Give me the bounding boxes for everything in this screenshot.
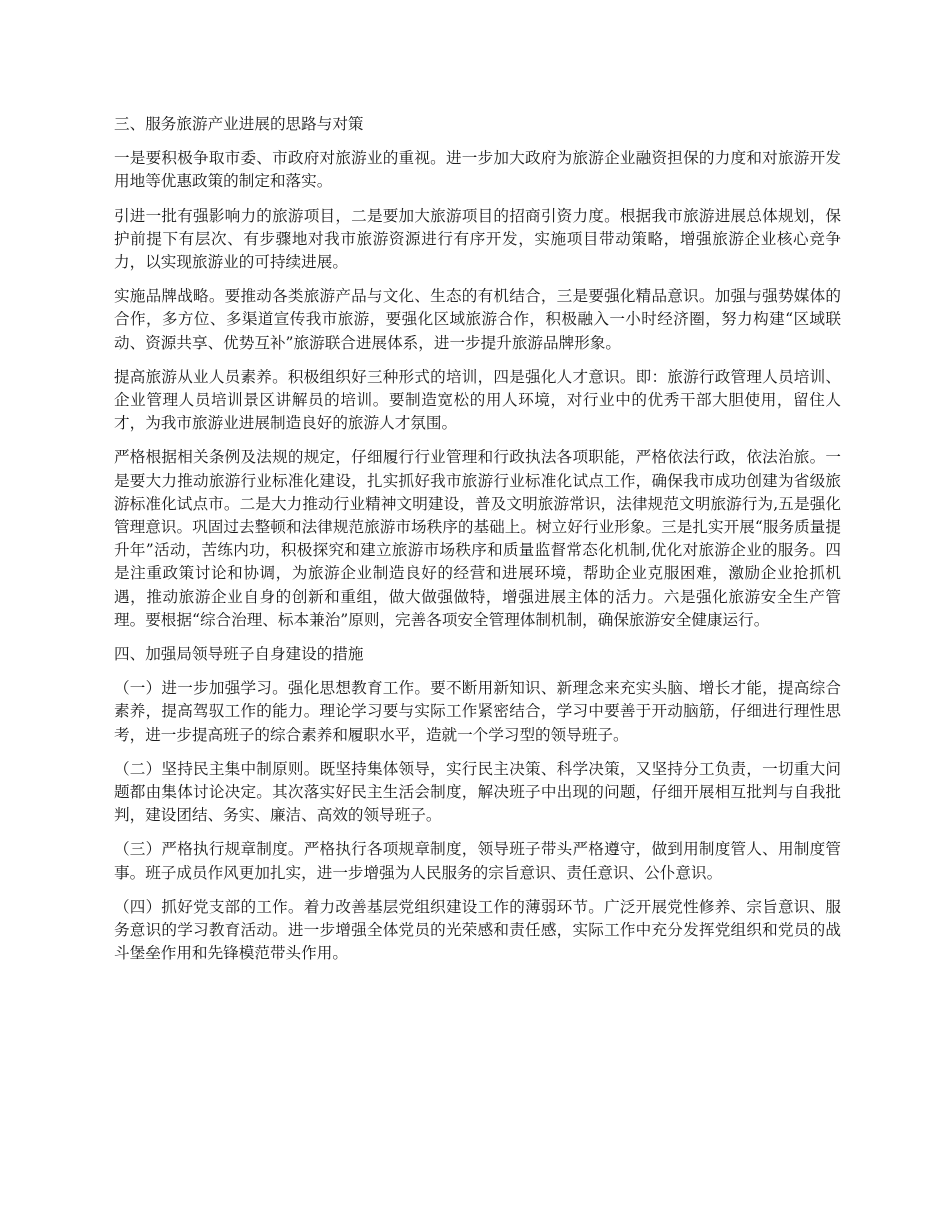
paragraph-3-3: 实施品牌战略。要推动各类旅游产品与文化、生态的有机结合，三是要强化精品意识。加强与强势媒体的合作，多方位、多渠道宣传我市旅游，要强化区域旅游合作，积极融入一小时经济圈，努力构建“区域联动、资源共享、优势互补”旅游联合进展体系，进一步提升旅游品牌形象。: [114, 287, 841, 352]
document-page: [114, 113, 841, 977]
paragraph-4-1: （一）进一步加强学习。强化思想教育工作。要不断用新知识、新理念来充实头脑、增长才能，提高综合素养，提高驾驭工作的能力。理论学习要与实际工作紧密结合，学习中要善于开动脑筋，仔细进行理性思考，进一步提高班子的综合素养和履职水平，造就一个学习型的领导班子。: [114, 679, 841, 744]
paragraph-4-3: （三）严格执行规章制度。严格执行各项规章制度，领导班子带头严格遵守，做到用制度管人、用制度管事。班子成员作风更加扎实，进一步增强为人民服务的宗旨意识、责任意识、公仆意识。: [114, 840, 841, 882]
paragraph-3-1: 一是要积极争取市委、市政府对旅游业的重视。进一步加大政府为旅游企业融资担保的力度和对旅游开发用地等优惠政策的制定和落实。: [114, 149, 841, 191]
paragraph-3-5: 严格根据相关条例及法规的规定，仔细履行行业管理和行政执法各项职能，严格依法行政，依法治旅。一是要大力推动旅游行业标准化建设，扎实抓好我市旅游行业标准化试点工作，确保我市成功创建为省级旅游标准化试点市。二是大力推动行业精神文明建设，普及文明旅游常识，法律规范文明旅游行为,五是强化管理意识。巩固过去整顿和法律规范旅游市场秩序的基础上。树立好行业形象。三是扎实开展“服务质量提升年”活动，苦练内功，积极探究和建立旅游市场秩序和质量监督常态化机制,优化对旅游企业的服务。四是注重政策讨论和协调，为旅游企业制造良好的经营和进展环境，帮助企业克服困难，激励企业抢抓机遇，推动旅游企业自身的创新和重组，做大做强做特，增强进展主体的活力。六是强化旅游安全生产管理。要根据“综合治理、标本兼治”原则，完善各项安全管理体制机制，确保旅游安全健康运行。: [114, 448, 841, 629]
paragraph-3-4: 提高旅游从业人员素养。积极组织好三种形式的培训，四是强化人才意识。即：旅游行政管理人员培训、企业管理人员培训景区讲解员的培训。要制造宽松的用人环境，对行业中的优秀干部大胆使用，留住人才，为我市旅游业进展制造良好的旅游人才氛围。: [114, 367, 841, 433]
paragraph-4-2: （二）坚持民主集中制原则。既坚持集体领导，实行民主决策、科学决策，又坚持分工负责，一切重大问题都由集体讨论决定。其次落实好民主生活会制度，解决班子中出现的问题，仔细开展相互批判与自我批判，建设团结、务实、廉洁、高效的领导班子。: [114, 759, 841, 825]
section-heading-3: 三、服务旅游产业进展的思路与对策: [114, 115, 364, 133]
paragraph-3-2: 引进一批有强影响力的旅游项目，二是要加大旅游项目的招商引资力度。根据我市旅游进展总体规划，保护前提下有层次、有步骤地对我市旅游资源进行有序开发，实施项目带动策略，增强旅游企业核心竞争力，以实现旅游业的可持续进展。: [114, 206, 841, 272]
section-heading-4: 四、加强局领导班子自身建设的措施: [114, 645, 364, 664]
paragraph-4-4: （四）抓好党支部的工作。着力改善基层党组织建设工作的薄弱环节。广泛开展党性修养、宗旨意识、服务意识的学习教育活动。进一步增强全体党员的光荣感和责任感，实际工作中充分发挥党组织和党员的战斗堡垒作用和先锋模范带头作用。: [114, 897, 841, 963]
